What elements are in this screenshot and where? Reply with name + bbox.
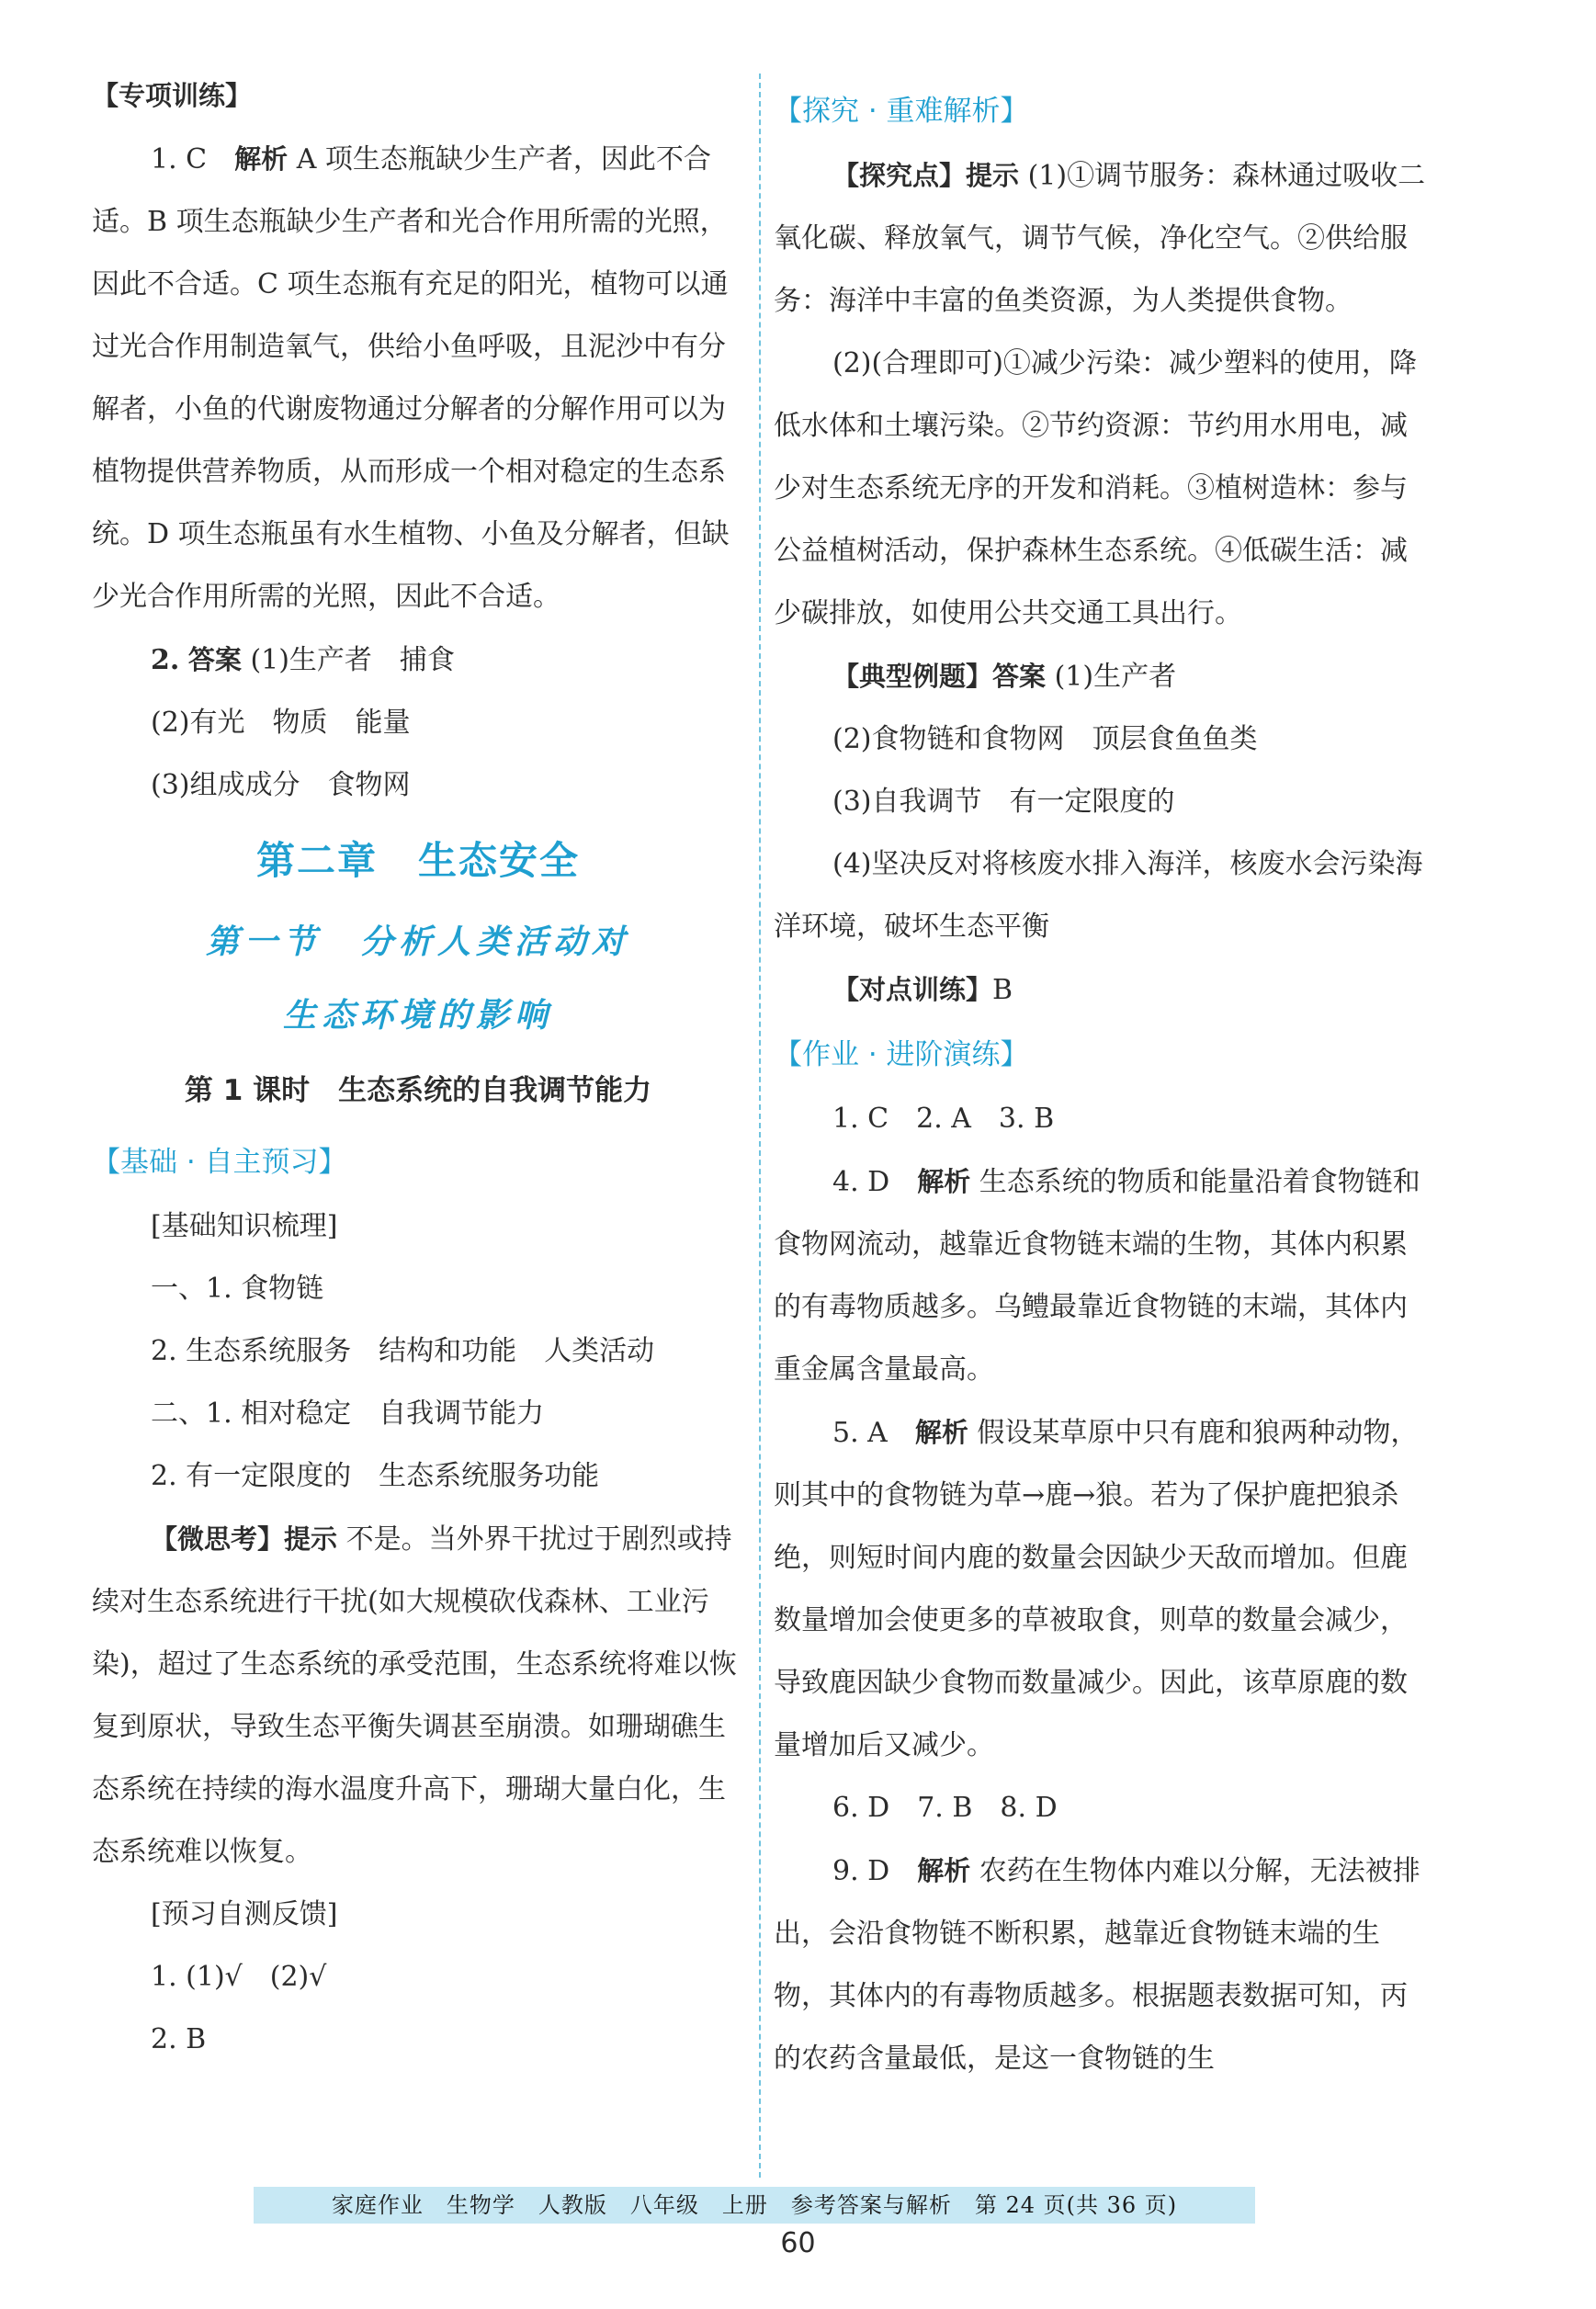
q1-paragraph: 1. C 解析 A 项生态瓶缺少生产者，因此不合适。B 项生态瓶缺少生产者和光合作用所需的光照，因此不合适。C 项生态瓶有充足的阳光，植物可以通过光合作用制造氧气，供给小鱼呼吸，且泥沙中有分解者，小鱼的代谢废物通过分解者的分解作用可以为植物提供营养物质，从而形成一个相对稳定的生态系统。D 项生态瓶虽有水生植物、小鱼及分解者，但缺少光合作用所需的光照，因此不合适。 bbox=[92, 143, 730, 613]
zhuanxiang-heading: 【专项训练】 bbox=[92, 80, 253, 111]
section-title-line2: 生态环境的影响 bbox=[282, 996, 553, 1035]
tag-tanjiu: 【探究 · 重难解析】 bbox=[774, 95, 1029, 128]
yuxi-1: 1. (1)√ (2)√ bbox=[151, 1961, 327, 1993]
q2-answer-3: (3)组成成分 食物网 bbox=[151, 769, 411, 801]
zuoye-6-8: 6. D 7. B 8. D bbox=[832, 1792, 1058, 1824]
jichu-1: 一、1. 食物链 bbox=[151, 1273, 324, 1305]
lesson-title: 第 1 课时 生态系统的自我调节能力 bbox=[184, 1074, 652, 1107]
zuoye-5: 5. A 解析 假设某草原中只有鹿和狼两种动物，则其中的食物链为草→鹿→狼。若为了保护鹿把狼杀绝，则短时间内鹿的数量会因缺少天敌而增加。但鹿数量增加会使更多的草被取食，则草的数量会减少，导致鹿因缺少食物而数量减少。因此，该草原鹿的数量增加后又减少。 bbox=[774, 1417, 1419, 1761]
yuxi-2: 2. B bbox=[151, 2023, 207, 2055]
tag-zuoye: 【作业 · 进阶演练】 bbox=[774, 1038, 1029, 1071]
weisikao-paragraph: 【微思考】提示 不是。当外界干扰过于剧烈或持续对生态系统进行干扰(如大规模砍伐森林、工业污染)，超过了生态系统的承受范围，生态系统将难以恢复到原状，导致生态平衡失调甚至崩溃。如珊瑚礁生态系统在持续的海水温度升高下，珊瑚大量白化，生态系统难以恢复。 bbox=[92, 1523, 737, 1868]
dianxing-answer-2: (2)食物链和食物网 顶层食鱼鱼类 bbox=[832, 723, 1258, 755]
jichu-4: 2. 有一定限度的 生态系统服务功能 bbox=[151, 1460, 600, 1492]
jichu-2: 2. 生态系统服务 结构和功能 人类活动 bbox=[151, 1335, 655, 1367]
jichu-heading: [基础知识梳理] bbox=[151, 1210, 338, 1242]
dianxing-answer-4: (4)坚决反对将核废水排入海洋，核废水会污染海洋环境，破坏生态平衡 bbox=[774, 848, 1423, 943]
jichu-3: 二、1. 相对稳定 自我调节能力 bbox=[151, 1398, 545, 1430]
zuoye-9: 9. D 解析 农药在生物体内难以分解，无法被排出，会沿食物链不断积累，越靠近食物链末端的生物，其体内的有毒物质越多。根据题表数据可知，丙的农药含量最低，是这一食物链的生 bbox=[774, 1855, 1421, 2075]
tanjiu-paragraph-1: 【探究点】提示 (1)①调节服务：森林通过吸收二氧化碳、释放氧气，调节气候，净化空气。②供给服务：海洋中丰富的鱼类资源，为人类提供食物。 bbox=[774, 160, 1426, 317]
q2-answer-2: (2)有光 物质 能量 bbox=[151, 707, 411, 739]
duidian-answer: 【对点训练】B bbox=[832, 974, 1013, 1006]
tag-jichu: 【基础 · 自主预习】 bbox=[92, 1146, 347, 1179]
page-number: 60 bbox=[780, 2227, 816, 2259]
left-column bbox=[92, 64, 744, 2071]
yuxi-heading: [预习自测反馈] bbox=[151, 1898, 338, 1930]
zuoye-4: 4. D 解析 生态系统的物质和能量沿着食物链和食物网流动，越靠近食物链末端的生物，其体内积累的有毒物质越多。乌鳢最靠近食物链的末端，其体内重金属含量最高。 bbox=[774, 1166, 1421, 1386]
footer-bar: 家庭作业 生物学 人教版 八年级 上册 参考答案与解析 第 24 页(共 36 页) bbox=[254, 2187, 1255, 2224]
q2-answer: 2. 答案 (1)生产者 捕食 bbox=[151, 644, 455, 676]
column-divider bbox=[759, 74, 761, 2178]
zuoye-1-3: 1. C 2. A 3. B bbox=[832, 1103, 1055, 1135]
right-column bbox=[774, 78, 1429, 2090]
section-title-line1: 第一节 分析人类活动对 bbox=[205, 922, 630, 961]
tanjiu-paragraph-2: (2)(合理即可)①减少污染：减少塑料的使用，降低水体和土壤污染。②节约资源：节约用水用电，减少对生态系统无序的开发和消耗。③植树造林：参与公益植树活动，保护森林生态系统。④低碳生活：减少碳排放，如使用公共交通工具出行。 bbox=[774, 347, 1417, 629]
chapter-title: 第二章 生态安全 bbox=[255, 838, 580, 883]
dianxing-answer-3: (3)自我调节 有一定限度的 bbox=[832, 786, 1175, 818]
dianxing-answer-1: 【典型例题】答案 (1)生产者 bbox=[832, 661, 1177, 693]
